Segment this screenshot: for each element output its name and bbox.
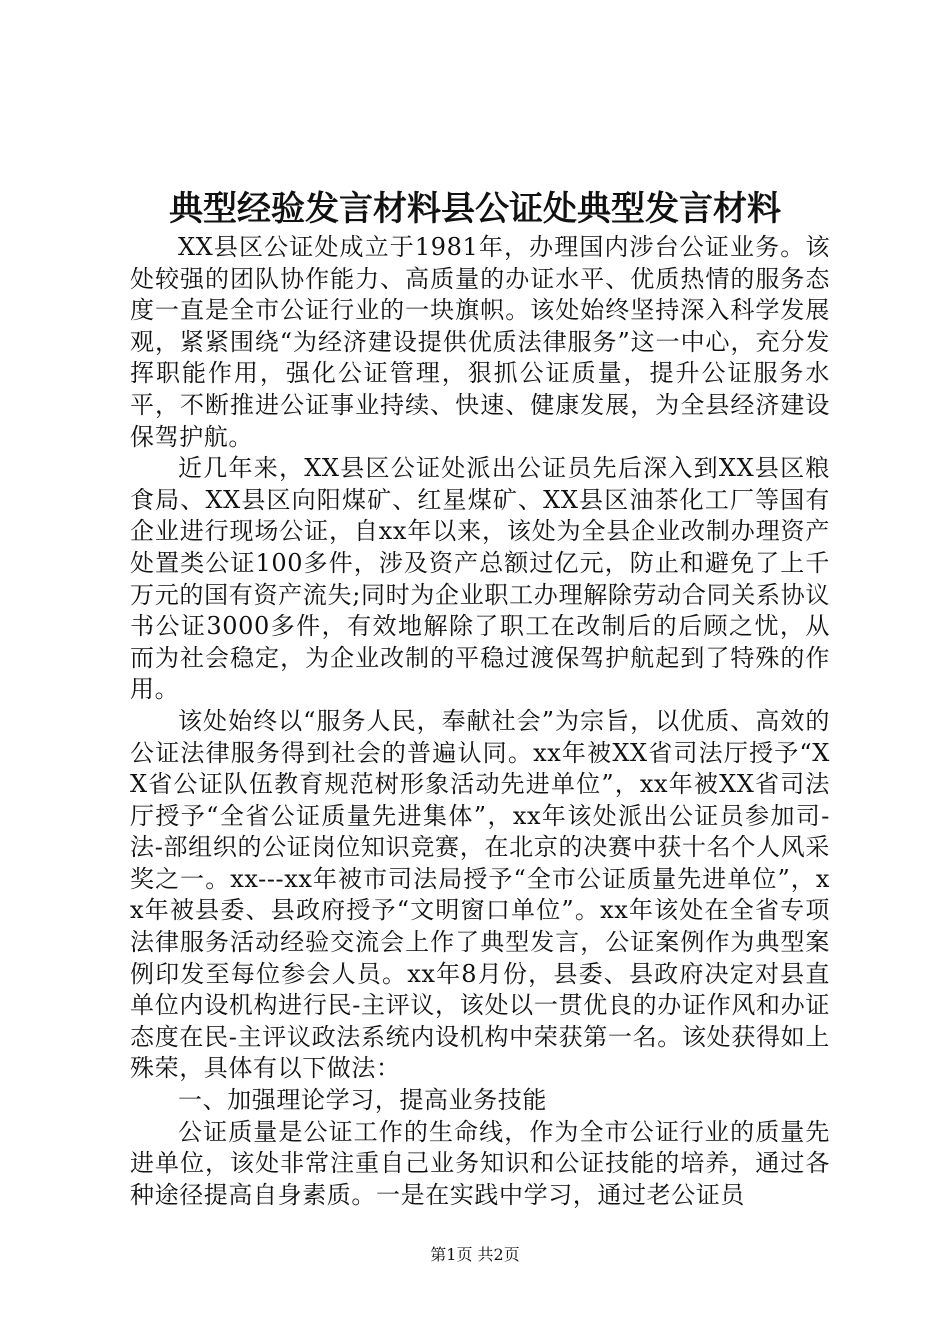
section-heading: 一、加强理论学习，提高业务技能 bbox=[178, 1086, 547, 1115]
document-body bbox=[130, 232, 830, 1211]
page-footer: 第1页 共2页 bbox=[430, 1245, 520, 1264]
paragraph-enterprise-reform: 近几年来，XX县区公证处派出公证员先后深入到XX县区粮食局、XX县区向阳煤矿、红星煤矿、XX县区油茶化工厂等国有企业进行现场公证，自xx年以来，该处为全县企业改制办理资产处置类公证100多件，涉及资产总额过亿元，防止和避免了上千万元的国有资产流失;同时为企业职工办理解除劳动合同关系协议书公证3000多件，有效地解除了职工在改制后的后顾之忧，从而为社会稳定，为企业改制的平稳过渡保驾护航起到了特殊的作用。 bbox=[130, 454, 830, 704]
paragraph-intro: XX县区公证处成立于1981年，办理国内涉台公证业务。该处较强的团队协作能力、高质量的办证水平、优质热情的服务态度一直是全市公证行业的一块旗帜。该处始终坚持深入科学发展观，紧紧围绕“为经济建设提供优质法律服务”这一中心，充分发挥职能作用，强化公证管理，狠抓公证质量，提升公证服务水平，不断推进公证事业持续、快速、健康发展，为全县经济建设保驾护航。 bbox=[130, 233, 830, 451]
paragraph-section-body: 公证质量是公证工作的生命线，作为全市公证行业的质量先进单位，该处非常注重自己业务知识和公证技能的培养，通过各种途径提高自身素质。一是在实践中学习，通过老公证员 bbox=[130, 1117, 830, 1209]
document-title: 典型经验发言材料县公证处典型发言材料 bbox=[169, 189, 781, 229]
paragraph-honors: 该处始终以“服务人民，奉献社会”为宗旨，以优质、高效的公证法律服务得到社会的普遍认同。xx年被XX省司法厅授予“XX省公证队伍教育规范树形象活动先进单位”，xx年被XX省司法厅授予“全省公证质量先进集体”，xx年该处派出公证员参加司-法-部组织的公证岗位知识竞赛，在北京的决赛中获十名个人风采奖之一。xx---xx年被市司法局授予“全市公证质量先进单位”，xx年被县委、县政府授予“文明窗口单位”。xx年该处在全省专项法律服务活动经验交流会上作了典型发言，公证案例作为典型案例印发至每位参会人员。xx年8月份，县委、县政府决定对县直单位内设机构进行民-主评议，该处以一贯优良的办证作风和办证态度在民-主评议政法系统内设机构中荣获第一名。该处获得如上殊荣，具体有以下做法： bbox=[130, 706, 830, 1083]
